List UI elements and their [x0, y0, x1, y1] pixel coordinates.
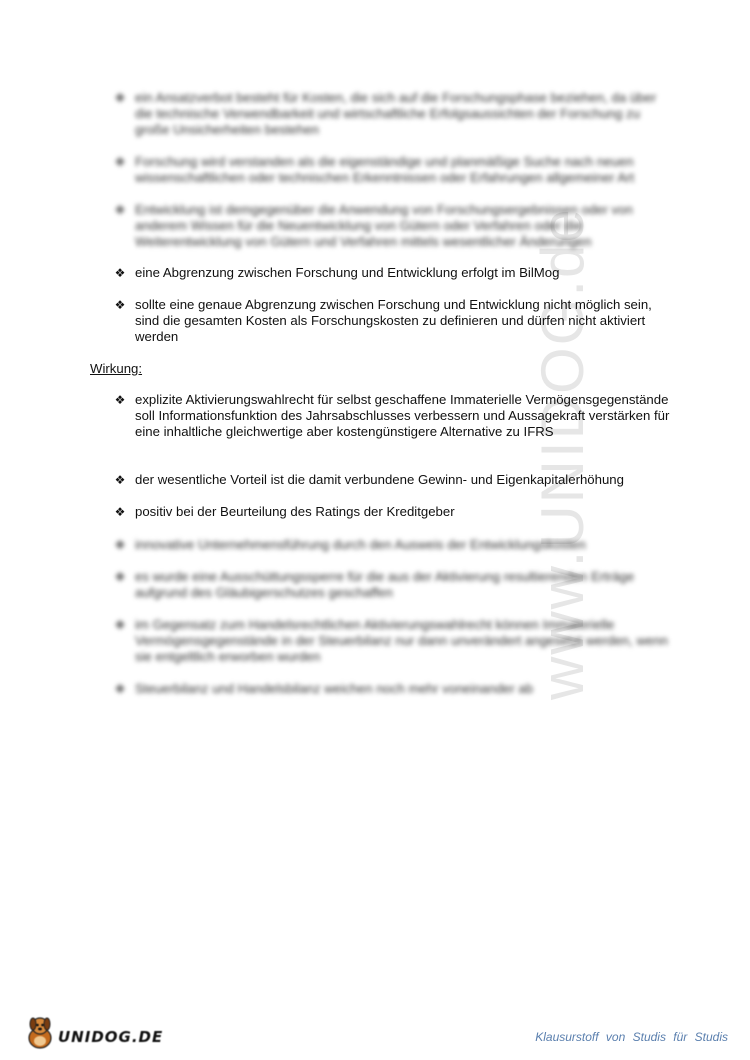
section-heading: Wirkung: [90, 361, 143, 376]
bullet-icon: ❖ [114, 570, 126, 584]
list-item [113, 504, 673, 520]
bullet-icon: ❖ [114, 618, 126, 632]
list-item [113, 537, 673, 553]
list-item-text: der wesentliche Vorteil ist die damit verbundene Gewinn- und Eigenkapitalerhöhung [135, 472, 624, 487]
list-item [113, 154, 673, 186]
list-item-text: im Gegensatz zum Handelsrechtlichen Aktivierungswahlrecht können Immaterielle Vermögensgegenstände in der Steuerbilanz nur dann unverändert angesetzt werden, wenn sie entgeltlich erworben wurden [135, 617, 668, 664]
bullet-icon: ❖ [114, 203, 126, 217]
list-item [113, 569, 673, 601]
list-item-text: innovative Unternehmensführung durch den Ausweis der Entwicklungskosten [135, 537, 586, 552]
list-item-text: es wurde eine Ausschüttungssperre für die aus der Aktivierung resultierenden Erträge aufgrund des Gläubigerschutzes geschaffen [135, 569, 635, 600]
bullet-icon: ❖ [114, 473, 126, 487]
list-item-text: Entwicklung ist demgegenüber die Anwendung von Forschungsergebnissen oder von anderem Wissen für die Neuentwicklung von Gütern oder Verfahren oder die Weiterentwicklung von Gütern und Verfahren mittels wesentlicher Änderungen [135, 202, 633, 249]
list-item [113, 617, 673, 665]
watermark: www.UNIDOG.de [529, 207, 596, 700]
list-item-text: eine Abgrenzung zwischen Forschung und Entwicklung erfolgt im BilMog [135, 265, 560, 280]
bullet-icon: ❖ [114, 682, 126, 696]
list-item-text: Forschung wird verstanden als die eigenständige und planmäßige Suche nach neuen wissenschaftlichen oder technischen Erkenntnissen oder Erfahrungen allgemeiner Art [135, 154, 635, 185]
list-item-text: sollte eine genaue Abgrenzung zwischen Forschung und Entwicklung nicht möglich sein, sind die gesamten Kosten als Forschungskosten zu definieren und dürfen nicht aktiviert werden [135, 297, 652, 344]
list-item [113, 392, 673, 440]
unidog-logo [22, 1012, 164, 1052]
bullet-icon: ❖ [114, 155, 126, 169]
dog-mascot-icon [24, 1014, 56, 1050]
list-item [113, 202, 673, 250]
list-item [113, 472, 673, 488]
bullet-icon: ❖ [114, 505, 126, 519]
logo-text: UNIDOG.DE [58, 1028, 164, 1046]
list-item [113, 681, 673, 697]
bullet-icon: ❖ [114, 266, 126, 280]
bullet-icon: ❖ [114, 393, 126, 407]
list-item [113, 90, 673, 138]
footer-slogan: Klausurstoff von Studis für Studis [535, 1030, 728, 1044]
list-item [113, 297, 673, 345]
list-item-text: Steuerbilanz und Handelsbilanz weichen noch mehr voneinander ab [135, 681, 534, 696]
list-item-text: ein Ansatzverbot besteht für Kosten, die sich auf die Forschungsphase beziehen, da über die technische Verwendbarkeit und wirtschaftliche Erfolgsaussichten der Forschung zu große Unsicherheiten bestehen [135, 90, 657, 137]
bullet-icon: ❖ [114, 538, 126, 552]
bullet-icon: ❖ [114, 298, 126, 312]
list-item [113, 265, 673, 281]
bullet-icon: ❖ [114, 91, 126, 105]
list-item-text: explizite Aktivierungswahlrecht für selbst geschaffene Immaterielle Vermögensgegenstände soll Informationsfunktion des Jahrsabschlusses verbessern und Aussagekraft verstärken für eine inhaltliche gleichwertige aber kostengünstigere Alternative zu IFRS [135, 392, 670, 439]
list-item-text: positiv bei der Beurteilung des Ratings der Kreditgeber [135, 504, 455, 519]
